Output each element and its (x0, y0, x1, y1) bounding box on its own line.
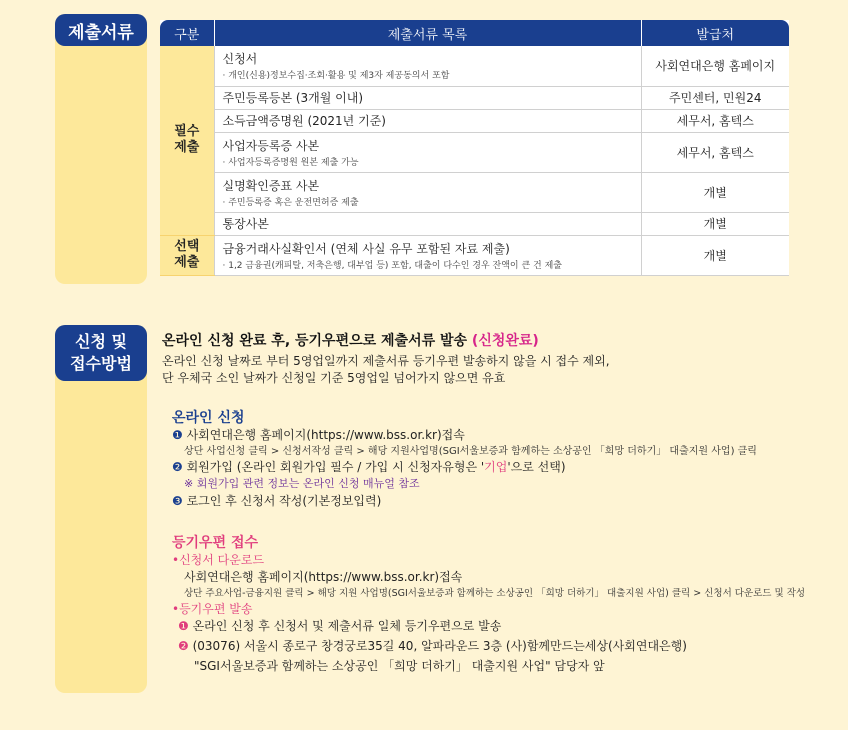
issuer-cell: 주민센터, 민원24 (641, 86, 789, 109)
doc-sub: · 주민등록증 혹은 운전면허증 제출 (222, 197, 359, 208)
send-step2 (172, 638, 822, 655)
step3 (172, 493, 822, 510)
download-sub: 상단 주요사업-금융지원 클릭 > 해당 지원 사업명(SGI서울보증과 함께하는 소상공인 「희망 더하기」 대출지원 사업) 클릭 > 신청서 다운로드 및 작성 (184, 588, 806, 599)
issuer-cell: 개별 (641, 212, 789, 235)
step2-text-a: 회원가입 (온라인 회원가입 필수 / 가입 시 신청자유형은 ' (186, 460, 485, 474)
issuer-cell: 세무서, 홈텍스 (641, 109, 789, 132)
doc-cell (214, 132, 641, 172)
doc-name: 사업자등록증 사본 (222, 138, 320, 153)
required-label-text: 필수 제출 (174, 124, 200, 156)
doc-sub: · 사업자등록증명원 원본 제출 가능 (222, 157, 359, 168)
step3-text: 로그인 후 신청서 작성(기본정보입력) (186, 494, 382, 508)
doc-sub: · 개인(신용)정보수집·조회·활용 및 제3자 제공동의서 포함 (222, 71, 450, 82)
doc-cell (214, 109, 641, 132)
step2-text-b: '으로 선택) (507, 460, 566, 474)
issuer-cell: 개별 (641, 172, 789, 212)
required-label (160, 46, 214, 235)
section2-title-line1: 신청 및 (75, 332, 127, 351)
send1-text: 온라인 신청 후 신청서 및 제출서류 일체 등기우편으로 발송 (192, 619, 502, 633)
desc-line2: 단 우체국 소인 날짜가 신청일 기준 5영업일 넘어가지 않으면 유효 (162, 371, 506, 385)
send-step3: "SGI서울보증과 함께하는 소상공인 「희망 더하기」 대출지원 사업" 담당자 앞 (194, 659, 605, 673)
mail-title: 등기우편 접수 (172, 535, 259, 551)
send-title: •등기우편 발송 (172, 602, 253, 616)
doc-sub: · 1,2 금융권(캐피탈, 저축은행, 대부업 등) 포함, 대출이 다수인 경우 잔액이 큰 건 제출 (222, 260, 562, 271)
doc-name: 소득금액증명원 (2021년 기준) (222, 114, 386, 128)
send-step1 (172, 618, 822, 635)
optional-label-text: 선택 제출 (174, 239, 200, 270)
table-row (160, 109, 789, 132)
application-heading (162, 330, 822, 350)
heading-main-text: 온라인 신청 완료 후, 등기우편으로 제출서류 발송 (162, 333, 472, 349)
table-row (160, 212, 789, 235)
online-title: 온라인 신청 (172, 410, 245, 426)
issuer-cell: 사회연대은행 홈페이지 (641, 46, 789, 86)
documents-table (160, 20, 789, 276)
application-section (162, 330, 822, 675)
step2-number: ❷ (172, 460, 183, 474)
send1-number: ❶ (178, 619, 189, 633)
header-issuer: 발급처 (641, 20, 789, 46)
doc-cell (214, 212, 641, 235)
section1-side (55, 14, 147, 284)
heading-status: (신청완료) (471, 333, 539, 349)
download-line: 사회연대은행 홈페이지(https://www.bss.or.kr)접속 (184, 570, 463, 584)
doc-name: 실명확인증표 사본 (222, 178, 320, 193)
doc-cell (214, 86, 641, 109)
table-row (160, 86, 789, 109)
step1-sub: 상단 사업신청 클릭 > 신청서작성 클릭 > 해당 지원사업명(SGI서울보증과 함께하는 소상공인 「희망 더하기」 대출지원 사업) 클릭 (184, 446, 757, 457)
doc-cell (214, 172, 641, 212)
step2-highlight: 기업 (484, 460, 508, 474)
mail-steps (172, 552, 822, 675)
optional-label (160, 235, 214, 275)
header-docs: 제출서류 목록 (214, 20, 641, 46)
table-row (160, 172, 789, 212)
doc-name: 통장사본 (222, 217, 269, 231)
step3-number: ❸ (172, 494, 183, 508)
table-header-row (160, 20, 789, 46)
section2-side (55, 325, 147, 693)
step2 (172, 459, 822, 476)
doc-name: 금융거래사실확인서 (연체 사실 유무 포함된 자료 제출) (222, 241, 510, 256)
send2-text: (03076) 서울시 종로구 창경궁로35길 40, 알파라운드 3층 (사)함께만드는세상(사회연대은행) (192, 639, 687, 653)
issuer-cell: 세무서, 홈텍스 (641, 132, 789, 172)
section2-title (55, 325, 147, 381)
table-row (160, 132, 789, 172)
online-steps (172, 427, 822, 510)
issuer-cell: 개별 (641, 235, 789, 275)
doc-name: 신청서 (222, 52, 258, 67)
download-title: •신청서 다운로드 (172, 553, 265, 567)
step1-text: 사회연대은행 홈페이지(https://www.bss.or.kr)접속 (186, 428, 465, 442)
section1-title: 제출서류 (55, 14, 147, 46)
step1 (172, 427, 822, 444)
step1-number: ❶ (172, 428, 183, 442)
table-row (160, 46, 789, 86)
doc-cell (214, 235, 641, 275)
header-category: 구분 (160, 20, 214, 46)
step2-note: ※ 회원가입 관련 정보는 온라인 신청 매뉴얼 참조 (184, 477, 420, 490)
doc-cell (214, 46, 641, 86)
table-row (160, 235, 789, 275)
send2-number: ❷ (178, 639, 189, 653)
desc-line1: 온라인 신청 날짜로 부터 5영업일까지 제출서류 등기우편 발송하지 않을 시 접수 제외, (162, 354, 610, 368)
doc-name: 주민등록등본 (3개월 이내) (222, 91, 364, 105)
section2-title-line2: 접수방법 (70, 354, 132, 373)
